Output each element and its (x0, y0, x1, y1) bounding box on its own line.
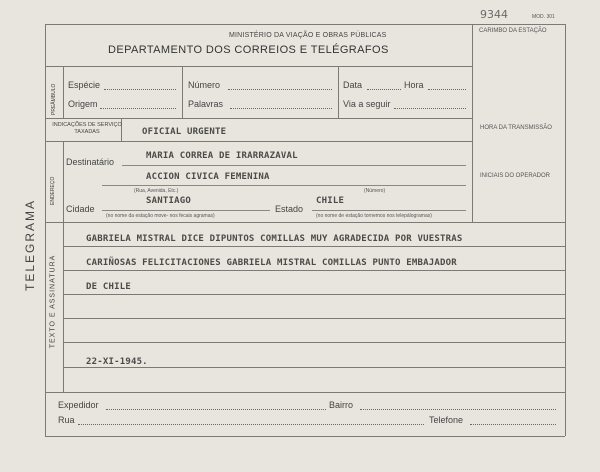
via-label: Via a seguir (343, 99, 391, 109)
address-vertical-label: ENDEREÇO (50, 176, 56, 205)
data-label: Data (343, 80, 363, 90)
origem-label: Origem (68, 99, 98, 109)
message-line-1: GABRIELA MISTRAL DICE DIPUNTOS COMILLAS MUY AGRADECIDA POR VUESTRAS (86, 234, 463, 244)
rua-label: Rua (58, 415, 75, 425)
street-hint: (Rua, Avenida, Etc.) (134, 188, 179, 194)
form-code: MOD. 301 (532, 14, 555, 20)
archive-number: 9344 (480, 8, 508, 21)
recipient-name: MARIA CORREA DE IRARRAZAVAL (146, 151, 298, 161)
hora-label: Hora (404, 80, 424, 90)
estado-label: Estado (275, 204, 304, 214)
telefone-label: Telefone (429, 415, 464, 425)
expedidor-label: Expedidor (58, 400, 99, 410)
state-value: CHILE (316, 196, 345, 206)
number-hint: (Número) (364, 188, 386, 194)
service-label: INDICAÇÕES DE SERVIÇO TAXADAS (52, 122, 122, 135)
message-line-2: CARIÑOSAS FELICITACIONES GABRIELA MISTRAL COMILLAS PUNTO EMBAJADOR (86, 258, 457, 268)
state-hint: (no nome de estação tornemos nos telepálogramas) (316, 213, 432, 219)
city-value: SANTIAGO (146, 196, 191, 206)
operator-initials-label: INICIAIS DO OPERADOR (480, 173, 551, 179)
numero-label: Número (188, 80, 221, 90)
bairro-label: Bairro (329, 400, 354, 410)
message-line-3: DE CHILE (86, 282, 131, 292)
stamp-box-label: CARIMBO DA ESTAÇÃO (479, 28, 547, 34)
especie-label: Espécie (68, 80, 101, 90)
telegrama-vertical-title: TELEGRAMA (23, 199, 37, 292)
city-hint: (no nome da estação move- nos fecais agramas) (106, 213, 215, 219)
preamble-vertical-label: PREÂMBULO (51, 83, 57, 115)
cidade-label: Cidade (66, 204, 95, 214)
department-title: DEPARTAMENTO DOS CORREIOS E TELÉGRAFOS (108, 44, 389, 56)
ministry-title: MINISTÉRIO DA VIAÇÃO E OBRAS PÚBLICAS (229, 32, 387, 39)
palavras-label: Palavras (188, 99, 224, 109)
transmission-hour-label: HORA DA TRANSMISSÃO (480, 125, 552, 131)
text-signature-vertical-label: TEXTO E ASSINATURA (49, 254, 57, 349)
service-value: OFICIAL URGENTE (142, 127, 227, 137)
recipient-organization: ACCION CIVICA FEMENINA (146, 172, 270, 182)
destinatario-label: Destinatário (66, 157, 115, 167)
message-date: 22-XI-1945. (86, 357, 148, 367)
